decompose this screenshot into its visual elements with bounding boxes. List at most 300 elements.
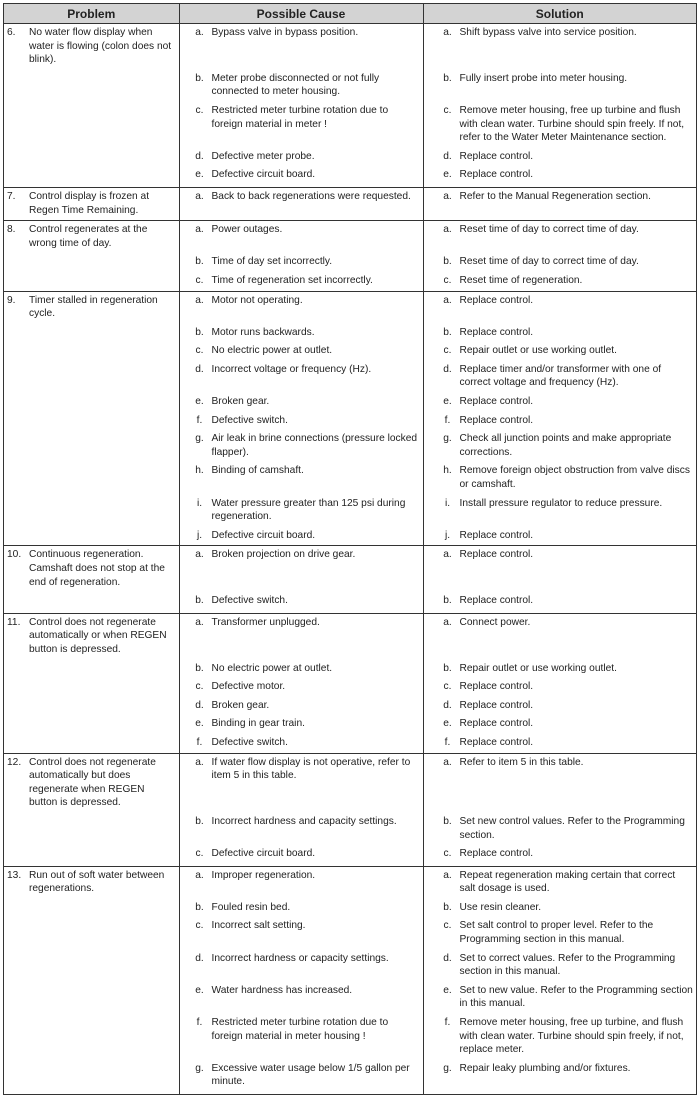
solution-text: Shift bypass valve into service position. bbox=[459, 27, 637, 38]
table-row bbox=[4, 917, 696, 949]
list-item bbox=[180, 464, 423, 478]
cause-cell bbox=[179, 660, 423, 679]
list-item bbox=[424, 363, 697, 390]
item-letter: j. bbox=[444, 529, 451, 541]
cause-cell bbox=[179, 495, 423, 527]
table-row bbox=[4, 148, 696, 167]
table-row bbox=[4, 102, 696, 148]
item-letter: e. bbox=[195, 396, 204, 408]
table-row bbox=[4, 462, 696, 494]
item-letter: a. bbox=[195, 549, 204, 561]
solution-cell bbox=[423, 324, 696, 343]
list-item bbox=[180, 432, 423, 459]
cause-text: Time of day set incorrectly. bbox=[211, 256, 333, 268]
solution-text: Check all junction points and make appropriate corrections. bbox=[459, 433, 672, 458]
item-letter: a. bbox=[443, 756, 452, 768]
solution-text: Reset time of regeneration. bbox=[459, 274, 583, 286]
solution-text: Install pressure regulator to reduce pressure. bbox=[459, 497, 663, 509]
solution-text: Replace control. bbox=[459, 681, 534, 693]
cause-text: Back to back regenerations were requested. bbox=[211, 190, 411, 202]
list-item bbox=[424, 1016, 697, 1057]
list-item bbox=[180, 717, 423, 731]
problem-cell bbox=[4, 393, 179, 412]
problem-cell bbox=[4, 342, 179, 361]
solution-cell bbox=[423, 462, 696, 494]
item-letter: f. bbox=[444, 1017, 451, 1029]
list-item bbox=[424, 150, 697, 164]
solution-cell bbox=[423, 1014, 696, 1060]
list-item bbox=[180, 699, 423, 713]
problem-cell bbox=[4, 899, 179, 918]
cause-cell bbox=[179, 678, 423, 697]
list-item bbox=[180, 344, 423, 358]
solution-cell bbox=[423, 527, 696, 546]
cause-text: Restricted meter turbine rotation due to foreign material in meter housing ! bbox=[211, 1017, 389, 1042]
item-letter: d. bbox=[195, 150, 204, 162]
list-item bbox=[180, 168, 423, 182]
problem-cell bbox=[4, 1060, 179, 1094]
item-letter: e. bbox=[195, 984, 204, 996]
item-letter: b. bbox=[443, 595, 452, 607]
item-letter: b. bbox=[443, 256, 452, 268]
cause-text: Time of regeneration set incorrectly. bbox=[211, 274, 373, 286]
item-letter: a. bbox=[443, 616, 452, 628]
solution-cell bbox=[423, 342, 696, 361]
list-item bbox=[180, 190, 423, 204]
header-possible-cause: Possible Cause bbox=[179, 4, 423, 24]
problem-cell bbox=[4, 734, 179, 753]
solution-text: Repair leaky plumbing and/or fixtures. bbox=[459, 1062, 631, 1074]
list-item bbox=[424, 414, 697, 428]
list-item bbox=[424, 919, 697, 946]
item-letter: e. bbox=[195, 718, 204, 730]
list-item bbox=[424, 326, 697, 340]
item-letter: i. bbox=[196, 497, 203, 509]
problem-entry bbox=[4, 223, 179, 250]
list-item bbox=[424, 1062, 697, 1076]
list-item bbox=[180, 919, 423, 933]
list-item bbox=[180, 395, 423, 409]
item-letter: a. bbox=[195, 869, 204, 881]
problem-cell bbox=[4, 102, 179, 148]
cause-cell bbox=[179, 982, 423, 1014]
list-item bbox=[180, 594, 423, 608]
table-row bbox=[4, 342, 696, 361]
item-letter: f. bbox=[444, 736, 451, 748]
cause-cell bbox=[179, 845, 423, 866]
table-row bbox=[4, 734, 696, 753]
list-item bbox=[180, 104, 423, 131]
cause-cell bbox=[179, 324, 423, 343]
solution-cell bbox=[423, 291, 696, 324]
problem-number: 10. bbox=[7, 549, 22, 561]
problem-cell bbox=[4, 70, 179, 102]
table-row bbox=[4, 813, 696, 845]
table-row bbox=[4, 166, 696, 187]
list-item bbox=[424, 255, 697, 269]
problem-number: 12. bbox=[7, 756, 22, 768]
cause-text: Broken gear. bbox=[211, 396, 270, 408]
cause-cell bbox=[179, 592, 423, 613]
cause-text: Bypass valve in bypass position. bbox=[211, 27, 359, 38]
problem-cell bbox=[4, 845, 179, 866]
problem-number: 7. bbox=[7, 190, 16, 202]
solution-cell bbox=[423, 753, 696, 813]
list-item bbox=[424, 680, 697, 694]
item-letter: f. bbox=[196, 736, 203, 748]
solution-cell bbox=[423, 982, 696, 1014]
problem-cell bbox=[4, 361, 179, 393]
list-item bbox=[180, 869, 423, 883]
problem-cell bbox=[4, 166, 179, 187]
problem-number: 13. bbox=[7, 869, 22, 881]
list-item bbox=[424, 497, 697, 511]
cause-cell bbox=[179, 253, 423, 272]
cause-cell bbox=[179, 291, 423, 324]
problem-text: Control regenerates at the wrong time of day. bbox=[29, 224, 148, 249]
problem-text: Run out of soft water between regenerations. bbox=[29, 869, 165, 895]
list-item bbox=[424, 869, 697, 896]
list-item bbox=[180, 326, 423, 340]
cause-text: Defective meter probe. bbox=[211, 150, 315, 162]
problem-entry bbox=[4, 26, 179, 67]
list-item bbox=[424, 395, 697, 409]
solution-text: Set salt control to proper level. Refer to the Programming section in this manual. bbox=[459, 920, 654, 946]
item-letter: c. bbox=[195, 345, 204, 357]
solution-text: Replace control. bbox=[459, 529, 534, 541]
cause-cell bbox=[179, 1014, 423, 1060]
table-row bbox=[4, 866, 696, 899]
list-item bbox=[180, 662, 423, 676]
cause-text: Defective switch. bbox=[211, 414, 288, 426]
table-row bbox=[4, 324, 696, 343]
problem-cell bbox=[4, 148, 179, 167]
table-row bbox=[4, 221, 696, 254]
cause-text: Motor runs backwards. bbox=[211, 326, 315, 338]
cause-text: Improper regeneration. bbox=[211, 869, 316, 881]
problem-number: 8. bbox=[7, 224, 16, 236]
item-letter: b. bbox=[195, 595, 204, 607]
list-item bbox=[180, 72, 423, 99]
list-item bbox=[180, 984, 423, 998]
problem-cell bbox=[4, 24, 179, 70]
cause-text: Defective switch. bbox=[211, 595, 288, 607]
item-letter: d. bbox=[443, 363, 452, 375]
table-row bbox=[4, 697, 696, 716]
solution-text: Repair outlet or use working outlet. bbox=[459, 345, 617, 357]
cause-text: Meter probe disconnected or not fully connected to meter housing. bbox=[211, 72, 380, 98]
item-letter: e. bbox=[195, 169, 204, 181]
problem-text: Control does not regenerate automatically but does regenerate when REGEN button is depressed. bbox=[29, 756, 156, 809]
problem-cell bbox=[4, 753, 179, 813]
table-row bbox=[4, 592, 696, 613]
item-letter: d. bbox=[443, 150, 452, 162]
problem-cell bbox=[4, 324, 179, 343]
solution-text: Replace control. bbox=[459, 699, 534, 711]
cause-cell bbox=[179, 342, 423, 361]
item-letter: g. bbox=[195, 1062, 204, 1074]
item-letter: a. bbox=[443, 549, 452, 561]
table-row bbox=[4, 613, 696, 659]
cause-cell bbox=[179, 412, 423, 431]
list-item bbox=[424, 464, 697, 491]
cause-text: Defective circuit board. bbox=[211, 169, 316, 181]
header-solution: Solution bbox=[423, 4, 696, 24]
problem-cell bbox=[4, 412, 179, 431]
solution-cell bbox=[423, 813, 696, 845]
cause-cell bbox=[179, 1060, 423, 1094]
list-item bbox=[180, 616, 423, 630]
solution-cell bbox=[423, 430, 696, 462]
item-letter: h. bbox=[195, 465, 204, 477]
cause-text: Binding in gear train. bbox=[211, 718, 305, 730]
solution-text: Replace control. bbox=[459, 326, 534, 338]
list-item bbox=[424, 699, 697, 713]
item-letter: g. bbox=[443, 433, 452, 445]
solution-text: Fully insert probe into meter housing. bbox=[459, 72, 628, 84]
solution-cell bbox=[423, 70, 696, 102]
problem-cell bbox=[4, 982, 179, 1014]
list-item bbox=[424, 104, 697, 145]
item-letter: c. bbox=[195, 920, 204, 932]
solution-cell bbox=[423, 845, 696, 866]
list-item bbox=[180, 756, 423, 783]
cause-cell bbox=[179, 866, 423, 899]
cause-cell bbox=[179, 272, 423, 291]
item-letter: a. bbox=[195, 190, 204, 202]
solution-cell bbox=[423, 412, 696, 431]
solution-cell bbox=[423, 393, 696, 412]
solution-text: Replace control. bbox=[459, 848, 534, 860]
solution-text: Replace control. bbox=[459, 396, 534, 408]
solution-cell bbox=[423, 495, 696, 527]
cause-text: Incorrect salt setting. bbox=[211, 920, 306, 932]
problem-cell bbox=[4, 495, 179, 527]
item-letter: d. bbox=[443, 952, 452, 964]
problem-text: Control does not regenerate automatically or when REGEN button is depressed. bbox=[29, 616, 167, 655]
cause-text: Broken gear. bbox=[211, 699, 270, 711]
cause-cell bbox=[179, 546, 423, 592]
list-item bbox=[180, 1016, 423, 1043]
table-row bbox=[4, 845, 696, 866]
item-letter: j. bbox=[196, 529, 203, 541]
problem-entry bbox=[4, 294, 179, 321]
list-item bbox=[424, 901, 697, 915]
solution-cell bbox=[423, 166, 696, 187]
solution-text: Replace control. bbox=[459, 169, 534, 181]
item-letter: i. bbox=[444, 497, 451, 509]
problem-number: 11. bbox=[7, 616, 21, 628]
cause-text: No electric power at outlet. bbox=[211, 662, 333, 674]
solution-text: Replace control. bbox=[459, 736, 534, 748]
cause-cell bbox=[179, 187, 423, 220]
cause-cell bbox=[179, 613, 423, 659]
item-letter: e. bbox=[443, 718, 452, 730]
header-problem: Problem bbox=[4, 4, 179, 24]
item-letter: a. bbox=[195, 756, 204, 768]
problem-cell bbox=[4, 813, 179, 845]
cause-text: Motor not operating. bbox=[211, 294, 303, 306]
cause-text: Incorrect hardness and capacity settings. bbox=[211, 815, 397, 827]
problem-text: No water flow display when water is flowing (colon does not blink). bbox=[29, 27, 172, 66]
cause-text: Fouled resin bed. bbox=[211, 901, 291, 913]
solution-cell bbox=[423, 678, 696, 697]
item-letter: e. bbox=[443, 396, 452, 408]
problem-cell bbox=[4, 613, 179, 659]
cause-text: Defective motor. bbox=[211, 681, 286, 693]
solution-cell bbox=[423, 866, 696, 899]
problem-cell bbox=[4, 697, 179, 716]
list-item bbox=[180, 847, 423, 861]
solution-cell bbox=[423, 660, 696, 679]
solution-cell bbox=[423, 102, 696, 148]
table-row bbox=[4, 24, 696, 70]
cause-cell bbox=[179, 527, 423, 546]
item-letter: g. bbox=[195, 433, 204, 445]
table-row bbox=[4, 393, 696, 412]
list-item bbox=[424, 847, 697, 861]
table-row bbox=[4, 899, 696, 918]
problem-text: Timer stalled in regeneration cycle. bbox=[29, 294, 158, 320]
item-letter: b. bbox=[443, 815, 452, 827]
item-letter: c. bbox=[443, 848, 452, 860]
list-item bbox=[180, 529, 423, 543]
table-row bbox=[4, 982, 696, 1014]
cause-cell bbox=[179, 70, 423, 102]
problem-text: Control display is frozen at Regen Time Remaining. bbox=[29, 190, 150, 216]
table-row bbox=[4, 950, 696, 982]
item-letter: a. bbox=[195, 294, 204, 306]
item-letter: c. bbox=[443, 920, 452, 932]
problem-cell bbox=[4, 527, 179, 546]
solution-text: Replace control. bbox=[459, 150, 534, 162]
cause-text: Defective switch. bbox=[211, 736, 288, 748]
list-item bbox=[180, 223, 423, 237]
problem-entry bbox=[4, 616, 179, 657]
cause-text: Restricted meter turbine rotation due to foreign material in meter ! bbox=[211, 104, 389, 130]
table-row bbox=[4, 361, 696, 393]
troubleshooting-table bbox=[3, 3, 697, 1095]
cause-cell bbox=[179, 462, 423, 494]
item-letter: a. bbox=[195, 616, 204, 628]
solution-cell bbox=[423, 734, 696, 753]
list-item bbox=[180, 952, 423, 966]
solution-text: Set new control values. Refer to the Programming section. bbox=[459, 815, 685, 841]
problem-cell bbox=[4, 253, 179, 272]
solution-cell bbox=[423, 221, 696, 254]
item-letter: e. bbox=[443, 984, 452, 996]
item-letter: b. bbox=[195, 72, 204, 84]
table-row bbox=[4, 1060, 696, 1094]
solution-cell bbox=[423, 148, 696, 167]
solution-text: Set to correct values. Refer to the Programming section in this manual. bbox=[459, 952, 676, 978]
table-body bbox=[4, 24, 696, 1095]
cause-cell bbox=[179, 24, 423, 70]
cause-text: Air leak in brine connections (pressure locked flapper). bbox=[211, 433, 418, 458]
cause-text: No electric power at outlet. bbox=[211, 345, 333, 357]
cause-cell bbox=[179, 950, 423, 982]
item-letter: e. bbox=[443, 169, 452, 181]
problem-cell bbox=[4, 950, 179, 982]
problem-cell bbox=[4, 660, 179, 679]
item-letter: d. bbox=[443, 699, 452, 711]
problem-cell bbox=[4, 592, 179, 613]
problem-cell bbox=[4, 291, 179, 324]
list-item bbox=[424, 274, 697, 288]
list-item bbox=[180, 815, 423, 829]
problem-entry bbox=[4, 190, 179, 217]
solution-cell bbox=[423, 917, 696, 949]
list-item bbox=[424, 548, 697, 562]
problem-entry bbox=[4, 548, 179, 589]
cause-cell bbox=[179, 148, 423, 167]
item-letter: b. bbox=[195, 901, 204, 913]
item-letter: b. bbox=[195, 815, 204, 827]
table-row bbox=[4, 546, 696, 592]
cause-cell bbox=[179, 102, 423, 148]
cause-cell bbox=[179, 697, 423, 716]
solution-cell bbox=[423, 592, 696, 613]
list-item bbox=[424, 952, 697, 979]
cause-text: Binding of camshaft. bbox=[211, 465, 304, 477]
item-letter: c. bbox=[195, 274, 204, 286]
solution-cell bbox=[423, 950, 696, 982]
table-row bbox=[4, 495, 696, 527]
list-item bbox=[424, 344, 697, 358]
cause-text: Incorrect voltage or frequency (Hz). bbox=[211, 363, 372, 375]
item-letter: a. bbox=[195, 27, 204, 38]
list-item bbox=[180, 26, 423, 40]
item-letter: b. bbox=[443, 326, 452, 338]
item-letter: b. bbox=[195, 326, 204, 338]
item-letter: f. bbox=[196, 414, 203, 426]
solution-text: Repair outlet or use working outlet. bbox=[459, 662, 617, 674]
cause-cell bbox=[179, 715, 423, 734]
list-item bbox=[424, 223, 697, 237]
solution-text: Replace control. bbox=[459, 414, 534, 426]
solution-cell bbox=[423, 24, 696, 70]
list-item bbox=[180, 736, 423, 750]
list-item bbox=[180, 150, 423, 164]
item-letter: d. bbox=[195, 699, 204, 711]
item-letter: g. bbox=[443, 1062, 452, 1074]
solution-text: Replace control. bbox=[459, 595, 534, 607]
problem-text: Continuous regeneration. Camshaft does not stop at the end of regeneration. bbox=[29, 549, 165, 588]
cause-cell bbox=[179, 753, 423, 813]
problem-cell bbox=[4, 221, 179, 254]
cause-cell bbox=[179, 899, 423, 918]
list-item bbox=[180, 414, 423, 428]
table-row bbox=[4, 715, 696, 734]
item-letter: a. bbox=[443, 27, 452, 38]
table-row bbox=[4, 412, 696, 431]
cause-text: If water flow display is not operative, refer to item 5 in this table. bbox=[211, 756, 411, 782]
item-letter: c. bbox=[195, 848, 204, 860]
item-letter: c. bbox=[443, 345, 452, 357]
solution-text: Connect power. bbox=[459, 616, 531, 628]
solution-text: Replace timer and/or transformer with one of correct voltage and frequency (Hz). bbox=[459, 363, 662, 389]
list-item bbox=[180, 255, 423, 269]
list-item bbox=[180, 294, 423, 308]
item-letter: a. bbox=[443, 294, 452, 306]
list-item bbox=[424, 294, 697, 308]
problem-cell bbox=[4, 462, 179, 494]
item-letter: d. bbox=[195, 363, 204, 375]
list-item bbox=[424, 168, 697, 182]
cause-text: Water hardness has increased. bbox=[211, 984, 353, 996]
table-row bbox=[4, 660, 696, 679]
table-row bbox=[4, 753, 696, 813]
